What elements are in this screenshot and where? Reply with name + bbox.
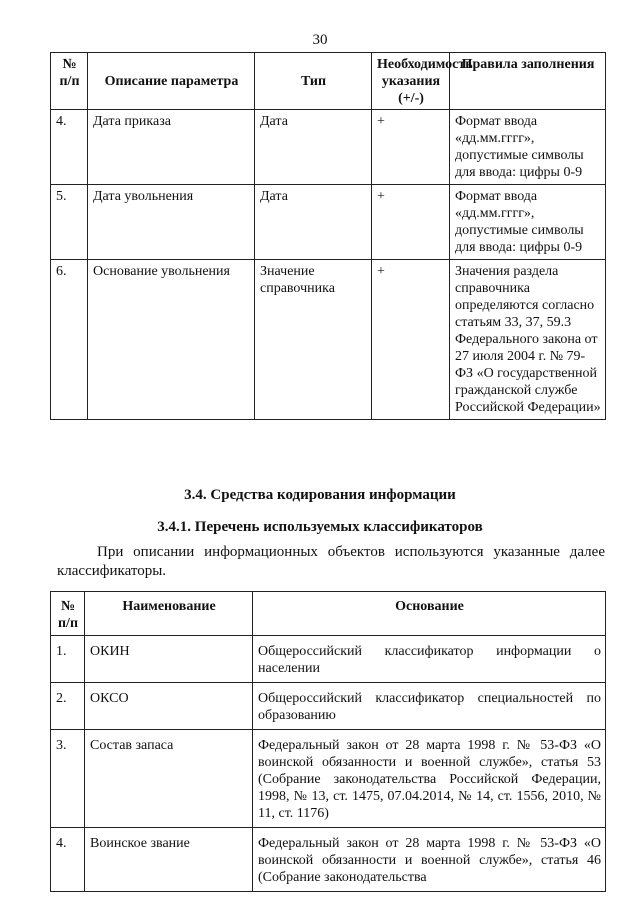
row-type: Дата (255, 110, 372, 185)
section-title: 3.4. Средства кодирования информации (184, 487, 456, 503)
table-row (51, 636, 606, 683)
table-header-row (51, 53, 606, 110)
header-rules: Правила заполнения (450, 53, 606, 110)
row-basis: Общероссийский классификатор информации о населении (253, 636, 606, 683)
row-rules: Формат ввода «дд.мм.гггг», допустимые символы для ввода: цифры 0-9 (450, 185, 606, 260)
body-paragraph: При описании информационных объектов используются указанные далее классификаторы. (57, 544, 605, 579)
table-row (51, 110, 606, 185)
row-num: 2. (51, 683, 85, 730)
subsection-title: 3.4.1. Перечень используемых классификаторов (157, 519, 483, 535)
row-description: Основание увольнения (88, 260, 255, 420)
row-num: 3. (51, 730, 85, 828)
row-description: Дата приказа (88, 110, 255, 185)
row-name: Состав запаса (85, 730, 253, 828)
header-basis: Основание (253, 592, 606, 636)
row-description: Дата увольнения (88, 185, 255, 260)
row-num: 1. (51, 636, 85, 683)
row-name: ОКСО (85, 683, 253, 730)
row-name: Воинское звание (85, 828, 253, 892)
table-header-row (51, 592, 606, 636)
row-necessity: + (372, 110, 450, 185)
table-row (51, 260, 606, 420)
row-rules: Формат ввода «дд.мм.гггг», допустимые символы для ввода: цифры 0-9 (450, 110, 606, 185)
parameters-table (50, 52, 606, 420)
table-row (51, 683, 606, 730)
row-basis: Федеральный закон от 28 марта 1998 г. № 53-ФЗ «О воинской обязанности и военной службе», статья 53 (Собрание законодательства Российской Федерации, 1998, № 13, ст. 1475, 07.04.2014, № 14, ст. 1556, 2010, № 11, ст. 1176) (253, 730, 606, 828)
row-basis: Общероссийский классификатор специальностей по образованию (253, 683, 606, 730)
row-rules: Значения раздела справочника определяются согласно статьям 33, 37, 59.3 Федерального закона от 27 июля 2004 г. № 79-ФЗ «О государственной гражданской службе Российской Федерации» (450, 260, 606, 420)
header-necessity: Необходимость указания (+/-) (372, 53, 450, 110)
header-type: Тип (255, 53, 372, 110)
classifiers-table (50, 591, 606, 892)
page-number: 30 (312, 32, 328, 48)
row-num: 6. (51, 260, 88, 420)
row-name: ОКИН (85, 636, 253, 683)
row-type: Значение справочника (255, 260, 372, 420)
table-row (51, 730, 606, 828)
table-row (51, 828, 606, 892)
row-num: 5. (51, 185, 88, 260)
header-num: № п/п (51, 53, 88, 110)
row-num: 4. (51, 828, 85, 892)
row-num: 4. (51, 110, 88, 185)
header-num: № п/п (51, 592, 85, 636)
row-basis: Федеральный закон от 28 марта 1998 г. № 53-ФЗ «О воинской обязанности и военной службе», статья 46 (Собрание законодательства (253, 828, 606, 892)
table-row (51, 185, 606, 260)
header-name: Наименование (85, 592, 253, 636)
row-necessity: + (372, 185, 450, 260)
row-necessity: + (372, 260, 450, 420)
row-type: Дата (255, 185, 372, 260)
header-description: Описание параметра (88, 53, 255, 110)
